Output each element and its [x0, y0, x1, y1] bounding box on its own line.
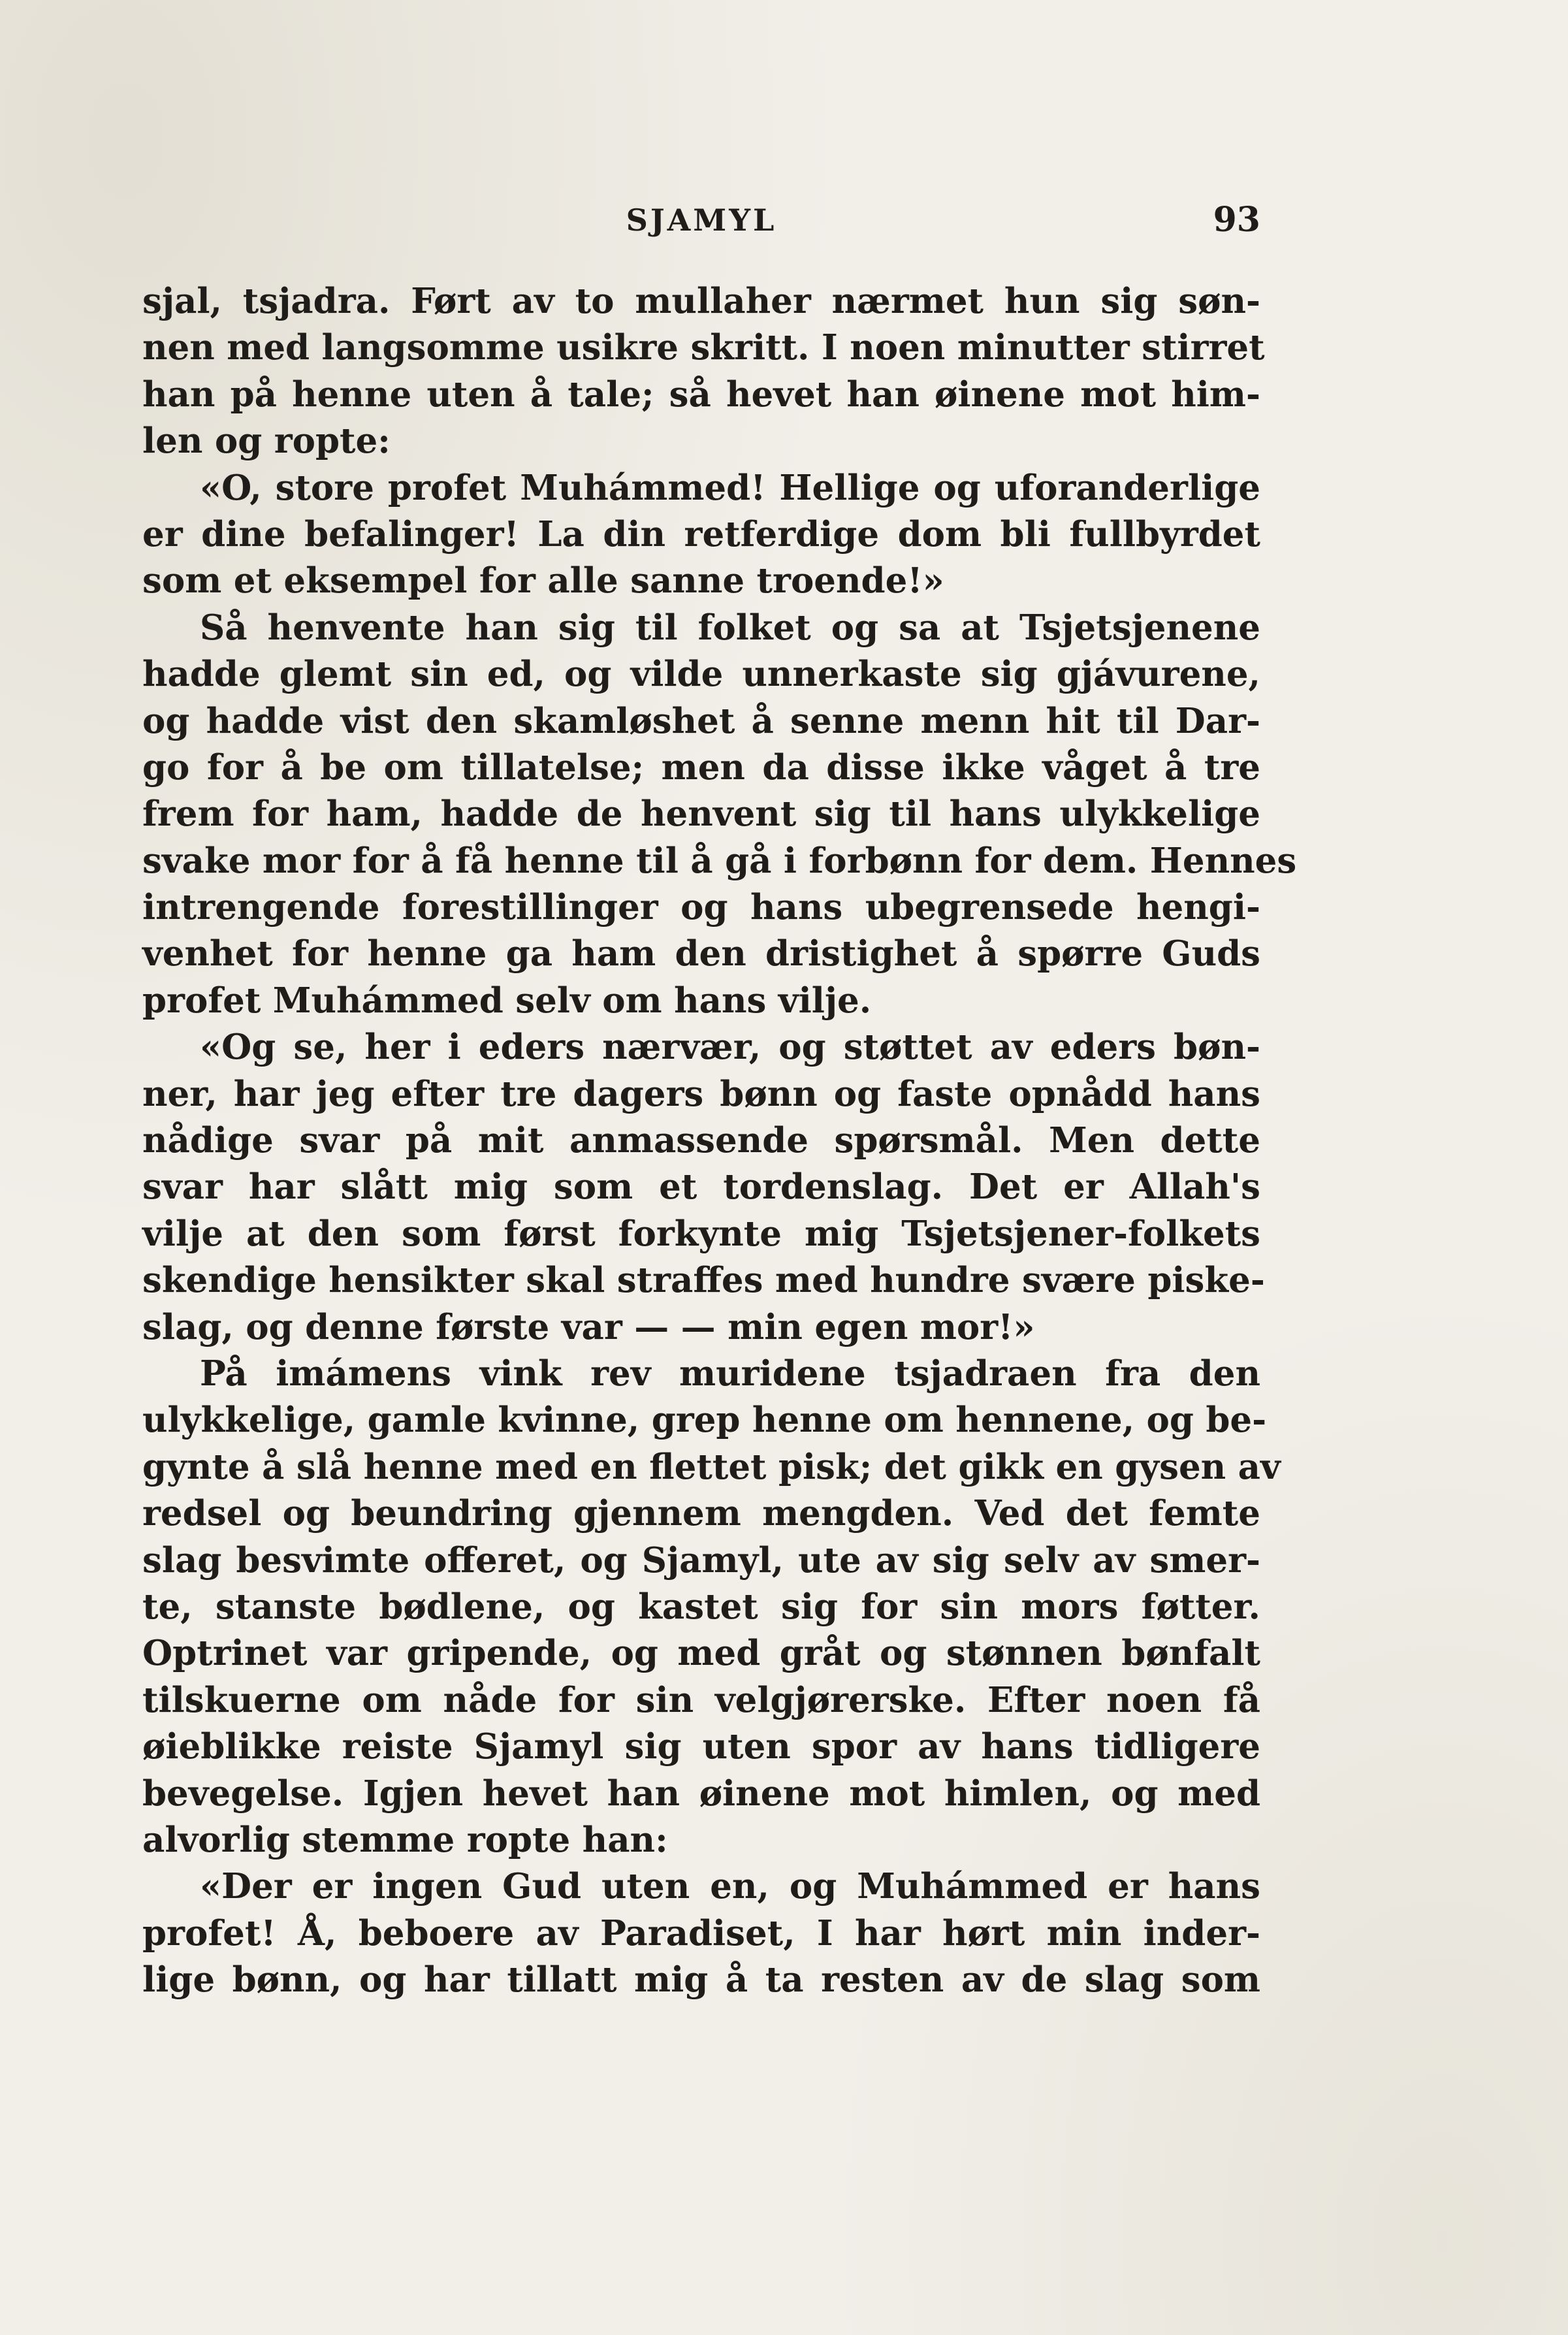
text-line: sjal, tsjadra. Ført av to mullaher nærmet hun sig søn-: [142, 281, 1260, 321]
text-line: Optrinet var gripende, og med gråt og stønnen bønfalt: [142, 1633, 1260, 1674]
running-head: SJAMYL: [626, 202, 777, 238]
text-line: øieblikke reiste Sjamyl sig uten spor av hans tidligere: [142, 1726, 1260, 1767]
text-line: profet Muhámmed selv om hans vilje.: [142, 980, 872, 1021]
text-line: som et eksempel for alle sanne troende!»: [142, 560, 944, 602]
text-line: han på henne uten å tale; så hevet han øinene mot him-: [142, 374, 1260, 415]
page-header: [142, 196, 1260, 255]
page-number: 93: [1213, 200, 1260, 240]
text-line: alvorlig stemme ropte han:: [142, 1819, 668, 1860]
text-line: ner, har jeg efter tre dagers bønn og faste opnådd hans: [142, 1073, 1260, 1114]
text-line: «Der er ingen Gud uten en, og Muhámmed er hans: [200, 1866, 1260, 1907]
text-line: intrengende forestillinger og hans ubegrensede hengi-: [142, 887, 1260, 928]
text-line: frem for ham, hadde de henvent sig til hans ulykkelige: [142, 794, 1260, 835]
text-line: profet! Å, beboere av Paradiset, I har hørt min inder-: [142, 1912, 1260, 1954]
text-line: Så henvente han sig til folket og sa at Tsjetsjenene: [200, 607, 1260, 648]
text-line: og hadde vist den skamløshet å senne menn hit til Dar-: [142, 700, 1260, 741]
text-line: gynte å slå henne med en flettet pisk; det gikk en gysen av: [142, 1446, 1281, 1487]
text-line: På imámens vink rev muridene tsjadraen fra den: [200, 1353, 1260, 1394]
text-line: redsel og beundring gjennem mengden. Ved det femte: [142, 1493, 1260, 1534]
text-line: skendige hensikter skal straffes med hundre svære piske-: [142, 1260, 1265, 1301]
text-line: ulykkelige, gamle kvinne, grep henne om hennene, og be-: [142, 1400, 1267, 1441]
text-line: er dine befalinger! La din retferdige dom bli fullbyrdet: [142, 513, 1260, 555]
text-line: vilje at den som først forkynte mig Tsjetsjener-folkets: [142, 1213, 1260, 1254]
text-line: svake mor for å få henne til å gå i forbønn for dem. Hennes: [142, 840, 1297, 881]
text-line: len og ropte:: [142, 421, 391, 462]
text-line: tilskuerne om nåde for sin velgjørerske. Efter noen få: [142, 1679, 1260, 1720]
text-line: svar har slått mig som et tordenslag. Det er Allah's: [142, 1167, 1260, 1208]
text-line: lige bønn, og har tillatt mig å ta resten av de slag som: [142, 1959, 1260, 2001]
text-line: hadde glemt sin ed, og vilde unnerkaste sig gjávurene,: [142, 654, 1260, 695]
text-line: «O, store profet Muhámmed! Hellige og uforanderlige: [200, 467, 1260, 508]
text-line: go for å be om tillatelse; men da disse ikke våget å tre: [142, 747, 1260, 788]
body-text: [142, 278, 1297, 2003]
text-line: te, stanste bødlene, og kastet sig for sin mors føtter.: [142, 1586, 1260, 1627]
text-line: nen med langsomme usikre skritt. I noen minutter stirret: [142, 327, 1265, 368]
text-line: nådige svar på mit anmassende spørsmål. Men dette: [142, 1120, 1260, 1161]
text-line: venhet for henne ga ham den dristighet å spørre Guds: [142, 933, 1260, 974]
text-line: bevegelse. Igjen hevet han øinene mot himlen, og med: [142, 1773, 1260, 1814]
text-line: slag, og denne første var — — min egen mor!»: [142, 1306, 1035, 1347]
text-line: «Og se, her i eders nærvær, og støttet av eders bøn-: [200, 1027, 1260, 1068]
text-line: slag besvimte offeret, og Sjamyl, ute av sig selv av smer-: [142, 1539, 1260, 1581]
